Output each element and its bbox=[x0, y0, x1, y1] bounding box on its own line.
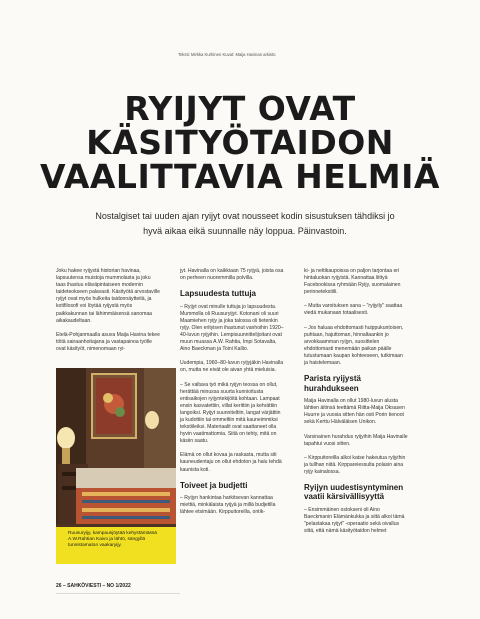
page-folio: 26 – SAHKÖVIESTI – NO 1/2022 bbox=[56, 583, 131, 589]
paragraph: Maija Havinalla on ollut 1980-luvun alusta lähtien äitinsä teettämä Riitta-Maija Oksasen Huurre ja vuosia sitten hän osti Porin tienoot sekä Kerttu Hälväläisen Unikon. bbox=[304, 398, 405, 426]
headline-line-1: RYIJYT OVAT bbox=[124, 89, 356, 128]
column-3 bbox=[304, 268, 408, 542]
paragraph: – Jos haluaa ehdottomasti huippukuntoisen, puhtaan, hajuttoman, hinnaltaankin jo arvokkaamman ryijyn, suosittelen ehdottomasti menemään paikan päälle tutustumaan kaupan kohteeseen, tutkimaan ja haistelemaan. bbox=[304, 324, 404, 367]
paragraph: – Se valtava työ mikä ryijyn teossa on ollut, herättää minussa suurta kunnioitusta entisaikojen ryijyntekijöitä kohtaan. Lampaat ensin kasvatettiin, villat kerittiin ja kehrättiin langoiksi. Ryijyt suunniteltiin, langat värjättiin ja kudottiin tai ommeltiin mitä kauneimmiksi tekstiileiksi. Materiaalit ovat saattaneet olla hyvin vaatimattomia. Siitä on tehty, mitä on käsiin saatu. bbox=[180, 381, 281, 445]
subheading: Toiveet ja budjetti bbox=[180, 480, 248, 490]
paragraph: Varsinainen hurahdus ryijyihin Maija Havinalle tapahtui vuosi sitten. bbox=[304, 433, 408, 447]
paragraph: – Ryijyt ovat minulle tuttuja jo lapsuudesta. Mummolla oli Ruusuryijyt. Kotonani oli suuri Maamiehen ryijy ja joka talossa oli tietenkin ryijy. Olen erityisen ihastunut vanhoihin 1920–40-luvun ryijyihin. Lempisuunnittelijoitani ovat muun muassa A.W. Rahtia, Impi Sotavalta, Aino Baeckman ja Toini Kallio. bbox=[180, 303, 284, 353]
folio-rule bbox=[56, 593, 180, 594]
paragraph: Elämä on ollut kovaa ja raskasta, mutta siti kauneudentaju on ollut ehdoton ja halu tehdä kaunista koti. bbox=[180, 452, 282, 473]
headline-line-3: VAALITTAVIA HELMIÄ bbox=[40, 157, 440, 196]
photo-caption: Ruusuryijy, kampausjöytää kehystämässä A.W.Rahtian Kaivo ja lähtö, sängyllä tunnistamaton vaakaryijy. bbox=[56, 527, 176, 564]
paragraph: – Mutta varoituksen sana – "ryijyily" saattaa viedä mukanaan totaalisesti. bbox=[304, 303, 403, 317]
subheading: Ryijyn uudestisyntyminen vaatii kärsivällisyyttä bbox=[304, 482, 404, 502]
column-2 bbox=[180, 268, 284, 523]
paragraph: Joku hakee ryijystä historian havinaa, lapsuutensa muistoja mummolasta ja joku taas ihastuu eläväpintaiseen modernin taideteokseen palavasti. Käsityötä arvostaville ryijyt ovat myös hulkeita taidonnäytteitä, ja kotifilosofi voi löytää ryijystä myös paikkakunnan tai lähimmäisensä sanomaa aikakaudeltaan. bbox=[56, 268, 160, 324]
paragraph: jyt. Havinalla on kaikkiaan 75 ryijyä, joista osa on perheen nuoremmilla polvilla. bbox=[180, 268, 284, 282]
subheading: Lapsuudesta tuttuja bbox=[180, 289, 257, 299]
paragraph: – Ryijyn hankintaa harkitsevan kannattaa miettiä, minkälaista ryijyä ja millä budjetilla lähtee etsimään. Kirppuitoreilla, ontik- bbox=[180, 495, 276, 516]
headline-line-2: KÄSITYÖTAIDON bbox=[86, 123, 394, 162]
paragraph: ki- ja nettikaupoissa on paljon tarjontaa eri hintaluokan ryijyistä. Kannattaa liittyä Facebookissa ryhmään Ryijy, suomalainen perinnetekstiili. bbox=[304, 268, 401, 296]
paragraph: Uudempia, 1960–80-luvun ryijyjäkin Havinalla on, mutta ne eivät ole aivan yhtä mieluisia. bbox=[180, 360, 284, 374]
column-1 bbox=[56, 268, 160, 360]
paragraph: Etelä-Pohjanmaalla asuva Maija Havina tekee töitä sairaanhoitajana ja vastapainoa työlle ovat käsityöt, nimenomaan ryi- bbox=[56, 331, 160, 352]
paragraph: – Ensimmäinen ostokseni oli Aino Baeckmanin Elämänkukka ja siitä alkoi tämä "pelastakaa ryijyt" -operaatio sekä oivallus siitä, että nämä käsityötaidon helmet bbox=[304, 506, 405, 535]
headline bbox=[0, 89, 480, 196]
subheading: Parista ryijystä hurahdukseen bbox=[304, 374, 361, 393]
lead-paragraph: Nostalgiset tai uuden ajan ryijyt ovat nousseet kodin sisustuksen tähdiksi jo hyvä aikaa eikä suunnalle näy loppua. Päinvastoin. bbox=[95, 211, 395, 236]
paragraph: – Kirppuitoreilla alkoi katse hakeutua ryijyihin ja tullhan niitä. Kirppareiessulta polasin aina ryijy kainalossa. bbox=[304, 454, 406, 475]
photo-credits: Teksti: Mirkka Kurhinen Kuvat: Maija Havinan arkisto bbox=[178, 52, 276, 57]
